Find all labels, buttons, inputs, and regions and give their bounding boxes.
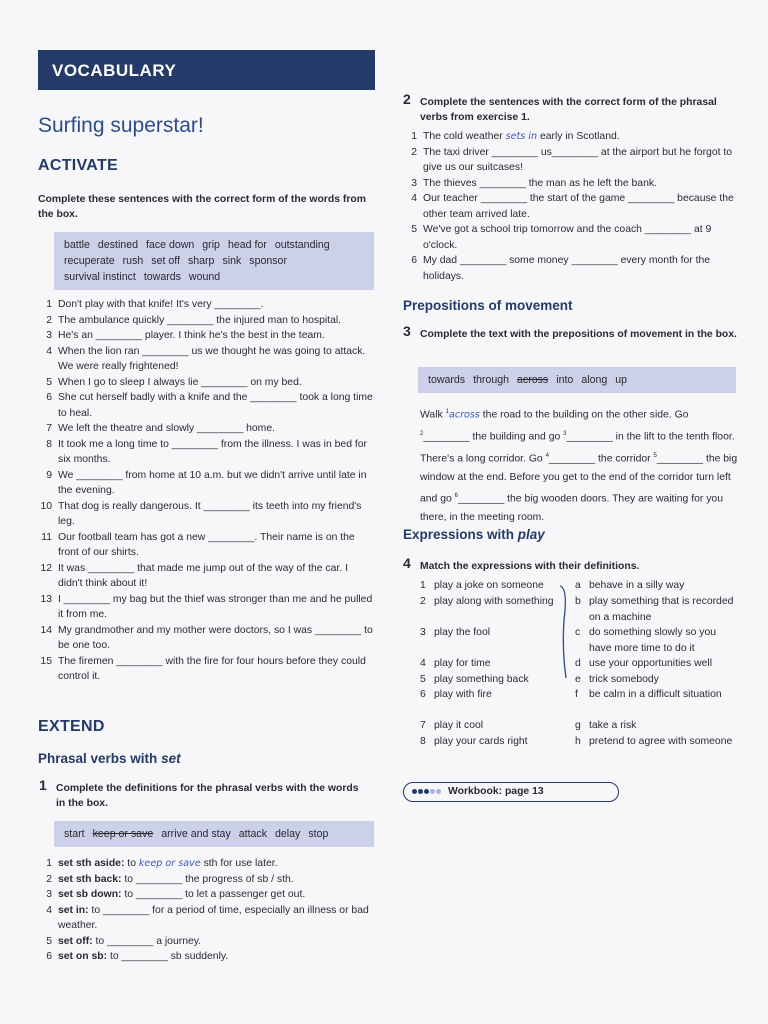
workbook-dots-icon bbox=[412, 786, 442, 797]
definition-pre: to ________ the progress of sb / sth. bbox=[121, 873, 294, 885]
phrasal-verb-term: set sth aside: bbox=[58, 858, 125, 869]
definition-letter: f bbox=[575, 689, 578, 700]
sentence-item bbox=[38, 592, 374, 623]
expression-number: 5 bbox=[420, 674, 426, 685]
ex2-instruction bbox=[403, 91, 738, 125]
match-area bbox=[420, 578, 738, 773]
expression-text: play along with something bbox=[434, 596, 554, 607]
definition-pre: to ________ for a period of time, especially an illness or bad weather. bbox=[58, 904, 369, 931]
sentence-item bbox=[38, 530, 374, 561]
ex1-list bbox=[38, 856, 374, 965]
item-text: The firemen ________ with the fire for four hours before they could control it. bbox=[58, 655, 366, 682]
ex3-instruction-text: Complete the text with the prepositions of movement in the box. bbox=[420, 329, 737, 340]
ex4-instruction bbox=[403, 555, 738, 574]
expression-item bbox=[420, 687, 560, 703]
item-number: 3 bbox=[46, 889, 52, 900]
definition-item bbox=[38, 887, 374, 903]
para-sup-4: 4 bbox=[545, 452, 549, 459]
expr-heading-prefix: Expressions with bbox=[403, 527, 518, 542]
definition-letter: b bbox=[575, 596, 581, 607]
para-sup-3: 3 bbox=[563, 430, 567, 437]
expression-number: 1 bbox=[420, 580, 426, 591]
activate-list bbox=[38, 297, 374, 685]
ex2-instruction-text: Complete the sentences with the correct form of the phrasal verbs from exercise 1. bbox=[420, 97, 717, 123]
phrasal-heading-prefix: Phrasal verbs with bbox=[38, 751, 162, 766]
definition-item bbox=[38, 934, 374, 950]
item-text: My grandmother and my mother were doctors, so I was ________ to be one too. bbox=[58, 624, 373, 651]
box-word: battle bbox=[64, 239, 90, 251]
box-word: head for bbox=[227, 239, 267, 251]
ex1-number: 1 bbox=[39, 777, 47, 793]
box-word: delay bbox=[275, 828, 301, 840]
ex2-list bbox=[403, 129, 738, 284]
item-number: 6 bbox=[411, 255, 417, 266]
definition-letter: e bbox=[575, 674, 581, 685]
box-word: into bbox=[556, 374, 574, 386]
expression-item bbox=[420, 718, 560, 734]
item-text: Our football team has got a new ________. Their name is on the front of our shirts. bbox=[58, 531, 355, 558]
item-text bbox=[419, 191, 738, 222]
definition-text: trick somebody bbox=[589, 674, 659, 685]
item-text bbox=[419, 253, 738, 284]
item-number: 6 bbox=[46, 392, 52, 403]
definition-option bbox=[575, 718, 737, 734]
item-text: She cut herself badly with a knife and the ________ took a long time to heal. bbox=[58, 392, 373, 419]
sentence-item bbox=[38, 421, 374, 437]
ex1-instruction-text: Complete the definitions for the phrasal verbs with the words in the box. bbox=[56, 783, 359, 809]
expression-number: 2 bbox=[420, 596, 426, 607]
expression-text: play for time bbox=[434, 658, 491, 669]
ex4-instruction-text: Match the expressions with their definitions. bbox=[420, 561, 640, 572]
activate-word-box bbox=[54, 232, 374, 290]
definition-option bbox=[575, 656, 737, 672]
expression-item bbox=[420, 578, 560, 594]
box-word: sponsor bbox=[249, 255, 287, 267]
definition-option bbox=[575, 594, 737, 625]
ex3-word-box bbox=[418, 367, 736, 393]
sentence-item bbox=[38, 390, 374, 421]
item-text: I ________ my bag but the thief was stronger than me and he pulled it from me. bbox=[58, 593, 373, 620]
sentence-item bbox=[38, 468, 374, 499]
expression-item bbox=[420, 734, 560, 750]
box-word: wound bbox=[188, 271, 221, 283]
item-text: When the lion ran ________ us we thought he was going to attack. We were really frightened! bbox=[58, 345, 366, 372]
item-text bbox=[54, 887, 374, 903]
item-text: When I go to sleep I always lie ________ on my bed. bbox=[58, 376, 302, 388]
sentence-pre: The cold weather bbox=[423, 131, 506, 142]
definition-pre: to ________ sb suddenly. bbox=[107, 951, 229, 962]
definition-letter: c bbox=[575, 627, 581, 638]
expression-text: play the fool bbox=[434, 627, 491, 638]
expression-number: 7 bbox=[420, 720, 426, 731]
para-t3: ________ in the lift to the tenth floor. There's a long corridor. Go bbox=[420, 431, 735, 465]
expression-item bbox=[420, 594, 560, 610]
item-number: 7 bbox=[46, 423, 52, 434]
item-text bbox=[419, 129, 738, 145]
item-number: 4 bbox=[411, 193, 417, 204]
box-word: survival instinct bbox=[64, 271, 136, 283]
phrasal-verb-term: set sb down: bbox=[58, 889, 122, 900]
item-number: 14 bbox=[40, 624, 52, 636]
para-t1: the road to the building on the other side. Go bbox=[479, 409, 689, 421]
item-number: 5 bbox=[46, 935, 52, 947]
box-word: grip bbox=[202, 239, 220, 251]
handwritten-answer: sets in bbox=[505, 131, 538, 142]
item-number: 15 bbox=[40, 655, 52, 667]
workbook-reference bbox=[403, 782, 619, 802]
box-word: rush bbox=[122, 255, 144, 267]
definition-item bbox=[38, 903, 374, 934]
sentence-pre: My dad ________ some money ________ every month for the holidays. bbox=[423, 255, 711, 282]
item-text bbox=[419, 176, 738, 192]
sentence-pre: The taxi driver ________ us________ at the airport but he forgot to give us our suitcases! bbox=[423, 146, 733, 173]
sentence-item bbox=[38, 328, 374, 344]
para-sup-1: 1 bbox=[445, 409, 449, 415]
box-word: recuperate bbox=[64, 255, 115, 267]
box-word: towards bbox=[428, 374, 466, 386]
ex4-number: 4 bbox=[403, 555, 411, 571]
item-text: It took me a long time to ________ from the illness. I was in bed for six months. bbox=[58, 438, 367, 465]
item-number: 5 bbox=[411, 224, 417, 235]
definition-option bbox=[575, 578, 737, 594]
expression-text: play it cool bbox=[434, 720, 484, 731]
item-text: That dog is really dangerous. It ________ its teeth into my friend's leg. bbox=[58, 500, 362, 527]
sentence-item bbox=[38, 654, 374, 685]
sentence-item bbox=[403, 129, 738, 145]
item-number: 8 bbox=[46, 438, 52, 450]
definition-item bbox=[38, 949, 374, 965]
definition-item bbox=[38, 872, 374, 888]
activate-heading: ACTIVATE bbox=[38, 157, 119, 174]
expression-item bbox=[420, 672, 560, 688]
sentence-pre: Our teacher ________ the start of the game ________ because the other team arrived late. bbox=[423, 193, 734, 220]
item-number: 4 bbox=[46, 904, 52, 916]
expressions-heading bbox=[403, 527, 545, 542]
box-word: arrive and stay bbox=[161, 828, 231, 840]
definition-text: take a risk bbox=[589, 720, 637, 731]
item-number: 1 bbox=[411, 131, 417, 142]
definition-text: behave in a silly way bbox=[589, 580, 685, 591]
item-text: We ________ from home at 10 a.m. but we didn't arrive until late in the evening. bbox=[58, 469, 367, 496]
definition-pre: to ________ a journey. bbox=[92, 935, 202, 947]
sentence-item bbox=[38, 437, 374, 468]
definition-pre: to ________ to let a passenger get out. bbox=[121, 889, 306, 900]
sentence-item bbox=[403, 191, 738, 222]
ex3-instruction bbox=[403, 323, 738, 342]
sentence-post: early in Scotland. bbox=[537, 131, 620, 142]
item-number: 6 bbox=[46, 951, 52, 962]
para-hand-1: across bbox=[448, 409, 480, 421]
item-number: 10 bbox=[40, 500, 52, 512]
item-text bbox=[54, 934, 374, 950]
phrasal-verb-term: set on sb: bbox=[58, 951, 108, 962]
activate-instruction: Complete these sentences with the correct form of the words from the box. bbox=[38, 194, 366, 220]
definition-option bbox=[575, 672, 737, 688]
extend-heading: EXTEND bbox=[38, 718, 105, 735]
item-text bbox=[54, 903, 374, 934]
sentence-item bbox=[403, 145, 738, 176]
item-number: 12 bbox=[40, 562, 52, 574]
definition-letter: h bbox=[575, 736, 581, 747]
item-number: 4 bbox=[46, 345, 52, 357]
item-text: The ambulance quickly ________ the injured man to hospital. bbox=[58, 314, 342, 326]
sentence-item bbox=[403, 253, 738, 284]
item-text bbox=[54, 872, 374, 888]
box-word: through bbox=[473, 374, 510, 386]
page-title: Surfing superstar! bbox=[38, 114, 204, 137]
item-number: 5 bbox=[46, 376, 52, 388]
definition-letter: d bbox=[575, 658, 581, 669]
item-number: 2 bbox=[411, 146, 417, 158]
handwritten-answer: keep or save bbox=[138, 858, 201, 869]
box-word: stop bbox=[308, 828, 329, 840]
item-text bbox=[419, 222, 738, 253]
definition-text: play something that is recorded on a machine bbox=[589, 596, 734, 623]
phrasal-heading-em: set bbox=[161, 751, 181, 766]
phrasal-verbs-heading bbox=[38, 751, 181, 766]
item-number: 3 bbox=[411, 177, 417, 189]
sentence-item bbox=[38, 313, 374, 329]
definition-option bbox=[575, 734, 737, 750]
item-number: 2 bbox=[46, 873, 52, 885]
expression-number: 4 bbox=[420, 658, 426, 669]
expression-number: 8 bbox=[420, 736, 426, 747]
item-text: We left the theatre and slowly ________ home. bbox=[58, 423, 275, 434]
sentence-item bbox=[38, 499, 374, 530]
expression-text: play something back bbox=[434, 674, 529, 685]
item-text bbox=[419, 145, 738, 176]
box-word: face down bbox=[145, 239, 195, 251]
sentence-item bbox=[38, 297, 374, 313]
sentence-item bbox=[38, 561, 374, 592]
item-number: 11 bbox=[41, 531, 52, 543]
box-word: outstanding bbox=[274, 239, 330, 251]
definition-option bbox=[575, 625, 737, 656]
expr-heading-em: play bbox=[517, 527, 545, 542]
item-number: 1 bbox=[46, 858, 52, 869]
prepositions-heading: Prepositions of movement bbox=[403, 298, 573, 313]
ex1-word-box bbox=[54, 821, 374, 847]
definition-letter: g bbox=[575, 720, 581, 731]
sentence-pre: The thieves ________ the man as he left the bank. bbox=[423, 177, 657, 189]
sentence-item bbox=[38, 375, 374, 391]
ex1-instruction bbox=[39, 777, 366, 811]
banner-text: VOCABULARY bbox=[52, 61, 177, 80]
item-text: It was ________ that made me jump out of the way of the car. I didn't think about it! bbox=[58, 562, 348, 589]
workbook-label: Workbook: page 13 bbox=[448, 786, 544, 797]
item-number: 1 bbox=[46, 299, 52, 310]
expression-item bbox=[420, 656, 560, 672]
box-word: sink bbox=[222, 255, 242, 267]
para-sup-5: 5 bbox=[653, 452, 657, 459]
para-walk: Walk bbox=[420, 409, 446, 421]
para-sup-6: 6 bbox=[454, 493, 459, 500]
handwritten-match-line bbox=[560, 586, 566, 678]
sentence-pre: We've got a school trip tomorrow and the coach ________ at 9 o'clock. bbox=[423, 224, 712, 251]
sentence-item bbox=[38, 344, 374, 375]
para-t4: ________ the corridor bbox=[548, 453, 654, 465]
box-word: attack bbox=[238, 828, 268, 840]
item-text: He's an ________ player. I think he's the best in the team. bbox=[58, 330, 325, 341]
item-text bbox=[54, 949, 374, 965]
expression-text: play with fire bbox=[434, 689, 492, 700]
expression-text: play a joke on someone bbox=[434, 580, 544, 591]
box-word: start bbox=[64, 828, 85, 840]
item-number: 2 bbox=[46, 314, 52, 326]
definition-text: be calm in a difficult situation bbox=[589, 689, 722, 700]
box-word: towards bbox=[143, 271, 181, 283]
definition-text: do something slowly so you have more time to do it bbox=[589, 627, 717, 654]
definition-option bbox=[575, 687, 737, 703]
expression-number: 3 bbox=[420, 627, 426, 638]
para-t6: ________ the big wooden doors. They are waiting for you there, in the meeting room. bbox=[420, 493, 723, 524]
item-text bbox=[54, 856, 374, 872]
box-word: destined bbox=[97, 239, 138, 251]
expression-text: play your cards right bbox=[434, 736, 528, 747]
sentence-item bbox=[403, 222, 738, 253]
ex3-number: 3 bbox=[403, 323, 411, 339]
expression-number: 6 bbox=[420, 689, 426, 700]
definition-text: use your opportunities well bbox=[589, 658, 713, 669]
phrasal-verb-term: set off: bbox=[58, 935, 93, 947]
para-sup-2: 2 bbox=[420, 430, 424, 437]
phrasal-verb-term: set sth back: bbox=[58, 873, 122, 885]
box-word: set off bbox=[151, 255, 180, 267]
item-text: Don't play with that knife! It's very ________. bbox=[58, 299, 264, 310]
item-number: 13 bbox=[40, 593, 52, 605]
box-word: across bbox=[517, 374, 549, 386]
para-t5: ________ the big window at the end. Before you get to the end of the corridor turn left and go bbox=[420, 453, 738, 505]
sentence-item bbox=[38, 623, 374, 654]
box-word: keep or save bbox=[92, 828, 154, 840]
definition-post: sth for use later. bbox=[200, 858, 278, 869]
box-word: sharp bbox=[187, 255, 215, 267]
ex2-number: 2 bbox=[403, 91, 411, 107]
definition-pre: to bbox=[124, 858, 139, 869]
ex3-paragraph bbox=[420, 403, 738, 528]
item-number: 3 bbox=[46, 330, 52, 341]
definition-item bbox=[38, 856, 374, 872]
expression-item bbox=[420, 625, 560, 641]
box-word: up bbox=[615, 374, 628, 386]
box-word: along bbox=[581, 374, 608, 386]
sentence-item bbox=[403, 176, 738, 192]
item-number: 9 bbox=[46, 469, 52, 481]
para-t2: ________ the building and go bbox=[423, 431, 564, 443]
definition-text: pretend to agree with someone bbox=[589, 736, 733, 747]
vocabulary-banner bbox=[38, 50, 375, 90]
definition-letter: a bbox=[575, 580, 581, 591]
phrasal-verb-term: set in: bbox=[58, 904, 89, 916]
